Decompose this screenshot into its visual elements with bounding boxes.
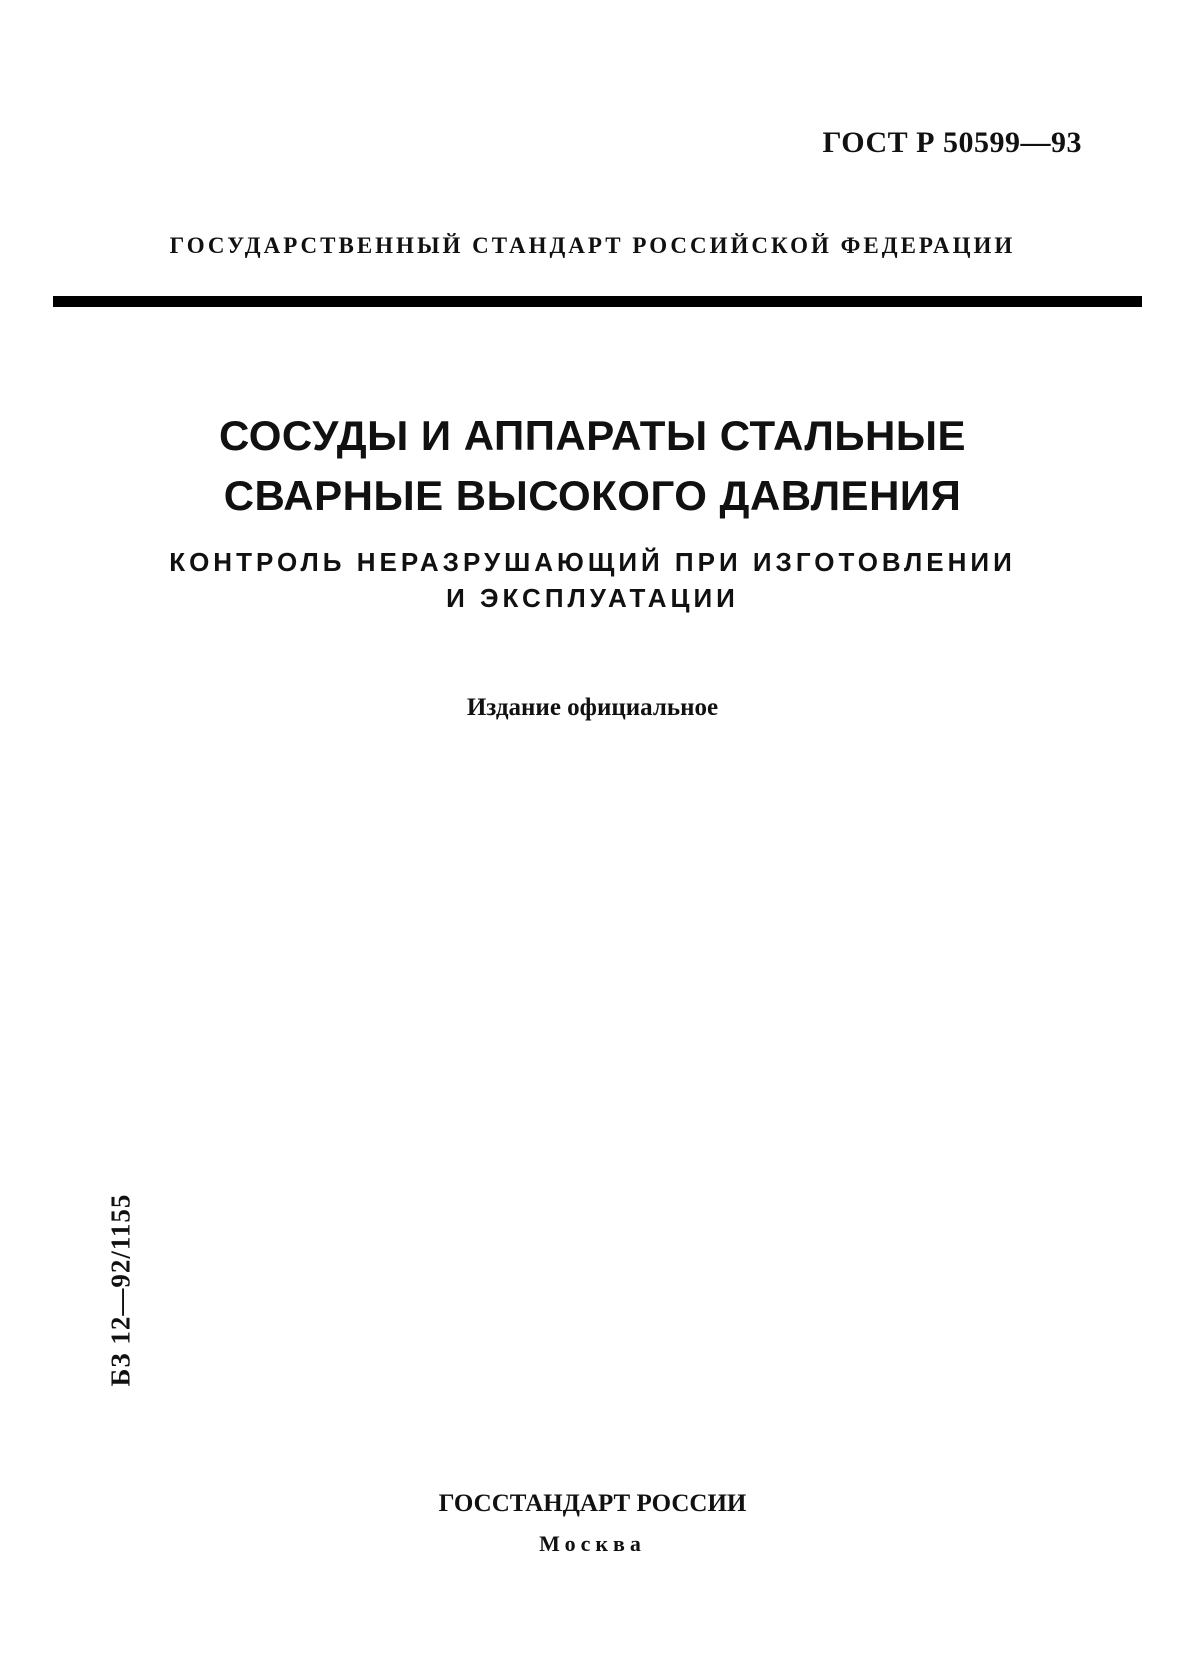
document-subtitle-line-1: КОНТРОЛЬ НЕРАЗРУШАЮЩИЙ ПРИ ИЗГОТОВЛЕНИИ [169,547,1016,577]
publisher-name: ГОССТАНДАРТ РОССИИ [438,1490,747,1517]
publisher-city: Москва [539,1531,646,1556]
state-standard-heading: ГОСУДАРСТВЕННЫЙ СТАНДАРТ РОССИЙСКОЙ ФЕДЕРАЦИИ [169,233,1016,258]
document-title-line-2: СВАРНЫЕ ВЫСОКОГО ДАВЛЕНИЯ [223,472,962,519]
horizontal-rule [53,296,1142,307]
edition-note: Издание официальное [466,694,719,721]
document-title-line-1: СОСУДЫ И АППАРАТЫ СТАЛЬНЫЕ [218,412,967,459]
gost-number: ГОСТ Р 50599—93 [822,126,1082,159]
document-subtitle-line-2: И ЭКСПЛУАТАЦИИ [446,583,739,613]
side-catalog-code: БЗ 12—92/1155 [105,1193,136,1387]
